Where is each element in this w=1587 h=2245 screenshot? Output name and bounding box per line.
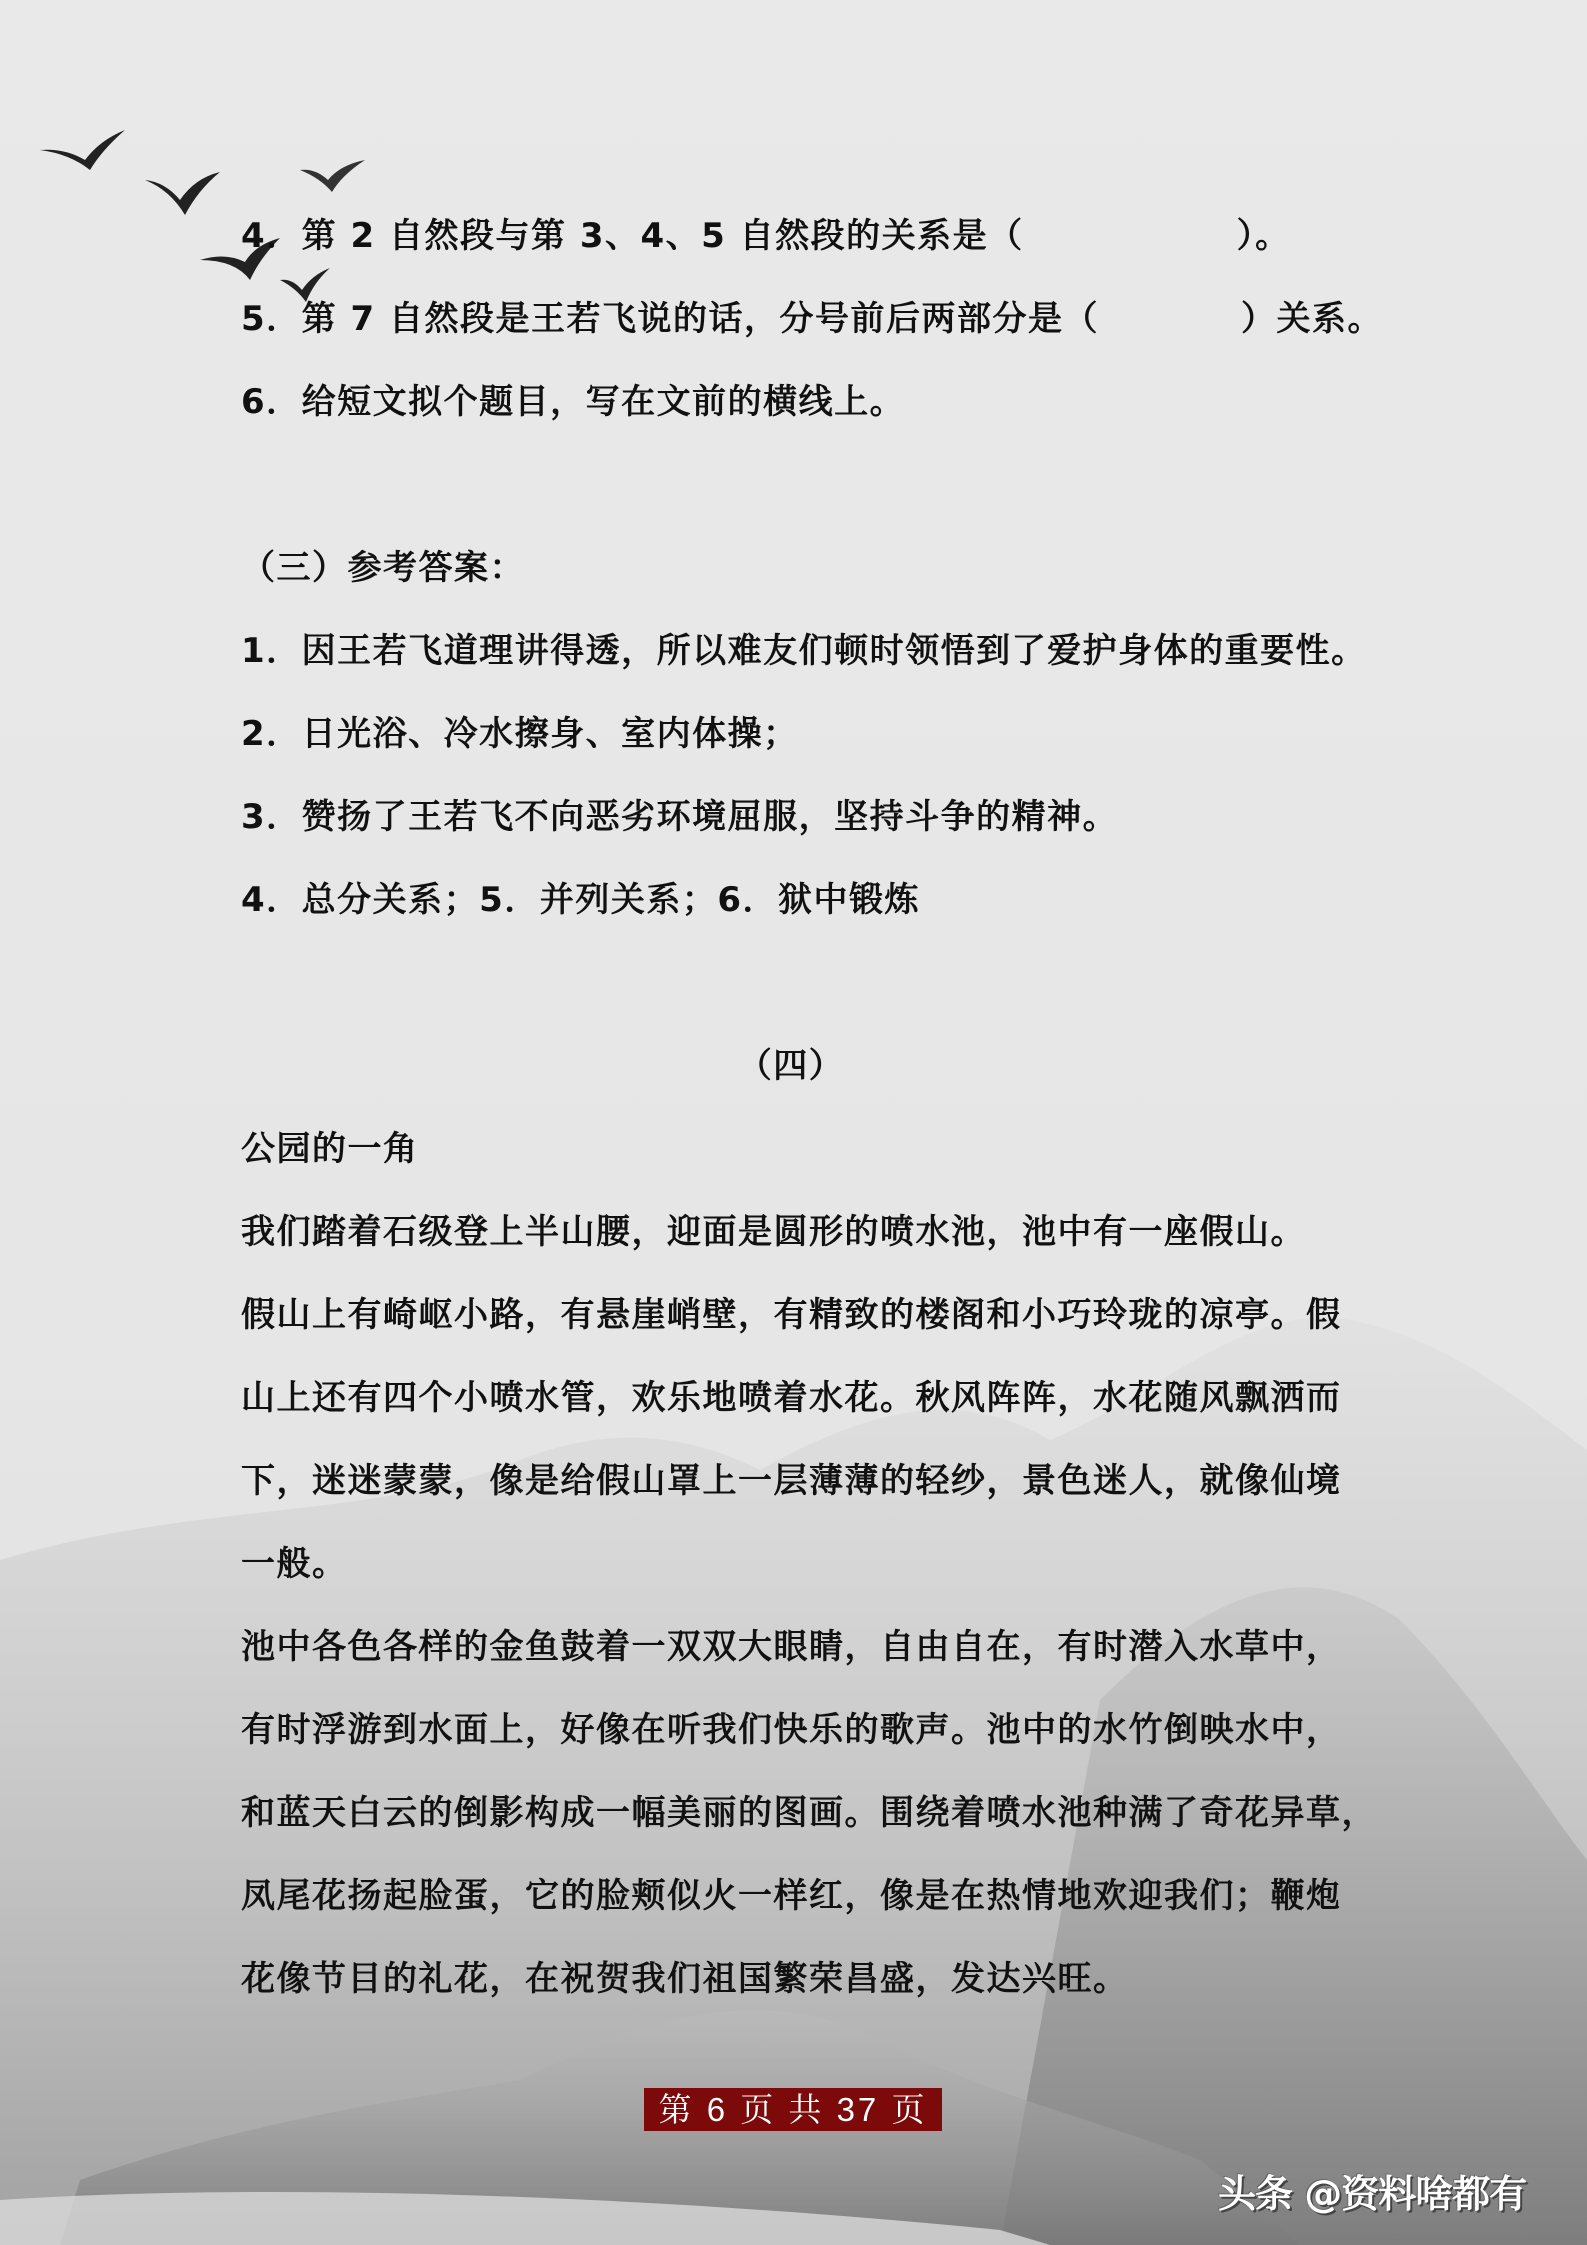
passage-line: 凤尾花扬起脸蛋，它的脸颊似火一样红，像是在热情地欢迎我们；鞭炮 xyxy=(241,1876,1342,1916)
passage-line: 花像节目的礼花，在祝贺我们祖国繁荣昌盛，发达兴旺。 xyxy=(241,1959,1129,1999)
passage-line: 一般。 xyxy=(241,1544,348,1584)
question-5: 5．第 7 自然段是王若飞说的话，分号前后两部分是（ ）关系。 xyxy=(241,299,1383,339)
passage-line: 池中各色各样的金鱼鼓着一双双大眼睛，自由自在，有时潜入水草中， xyxy=(241,1627,1342,1667)
question-6: 6．给短文拟个题目，写在文前的横线上。 xyxy=(241,382,906,422)
passage-title: 公园的一角 xyxy=(241,1129,419,1169)
page-indicator: 第 6 页 共 37 页 xyxy=(644,2088,942,2131)
blank-line xyxy=(241,444,1361,527)
passage-line: 和蓝天白云的倒影构成一幅美丽的图画。围绕着喷水池种满了奇花异草， xyxy=(241,1793,1377,1833)
passage-line: 假山上有崎岖小路，有悬崖峭壁，有精致的楼阁和小巧玲珑的凉亭。假 xyxy=(241,1295,1342,1335)
answers-heading: （三）参考答案： xyxy=(241,548,525,588)
answer-3: 3．赞扬了王若飞不向恶劣环境屈服，坚持斗争的精神。 xyxy=(241,797,1119,837)
watermark: 头条 @资料啥都有 xyxy=(1218,2172,1527,2216)
answer-2: 2．日光浴、冷水擦身、室内体操； xyxy=(241,714,799,754)
blank-line xyxy=(241,942,1361,1025)
passage-line: 有时浮游到水面上，好像在听我们快乐的歌声。池中的水竹倒映水中， xyxy=(241,1710,1342,1750)
document-body xyxy=(241,195,1383,2021)
passage-line: 下，迷迷蒙蒙，像是给假山罩上一层薄薄的轻纱，景色迷人，就像仙境 xyxy=(241,1461,1342,1501)
answer-4-6: 4．总分关系；5．并列关系；6．狱中锻炼 xyxy=(241,880,920,920)
question-4: 4．第 2 自然段与第 3、4、5 自然段的关系是（ ）。 xyxy=(241,216,1291,256)
answer-1: 1．因王若飞道理讲得透，所以难友们顿时领悟到了爱护身体的重要性。 xyxy=(241,631,1367,671)
passage-line: 我们踏着石级登上半山腰，迎面是圆形的喷水池，池中有一座假山。 xyxy=(241,1212,1306,1252)
passage-line: 山上还有四个小喷水管，欢乐地喷着水花。秋风阵阵，水花随风飘洒而 xyxy=(241,1378,1342,1418)
section-heading: （四） xyxy=(737,1046,845,1086)
